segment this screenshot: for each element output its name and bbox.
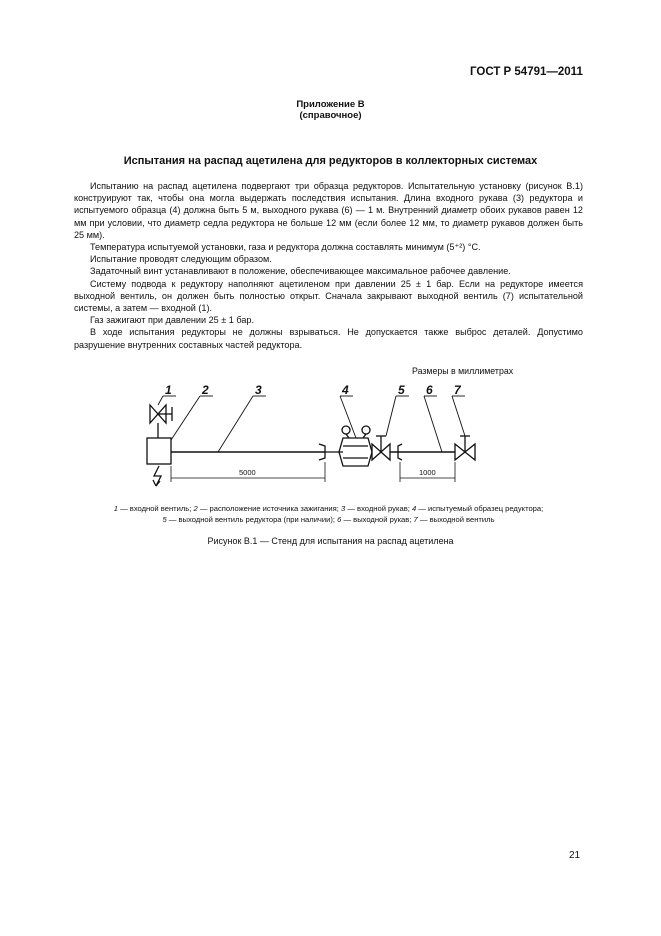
legend-text: — выходной вентиль xyxy=(417,515,495,524)
paragraph: Испытание проводят следующим образом. xyxy=(90,254,272,265)
callout-7: 7 xyxy=(454,383,461,397)
paragraph: Температура испытуемой установки, газа и редуктора должна составлять минимум (5⁺²) °С. xyxy=(90,242,481,253)
pressure-gauge-icon xyxy=(362,426,370,434)
dimension-outlet: 1000 xyxy=(419,468,436,477)
legend-num: 4 xyxy=(411,504,417,513)
paragraph: Испытанию на распад ацетилена подвергают три образца редукторов. Испытательную установку (рисунок В.1) конструируют так, чтобы она могла выдержать последствия испытания. Длина входного рукава (3) редуктора и испытуемого образца (4) должна быть 5 м, выходного рукава (6) — 1 м. Внутренний диаметр обоих рукавов равен 12 мм при условии, что диаметр седла редуктора не больше 12 мм (если более 12 мм, то диаметр рукавов должен быть 25 мм). xyxy=(74,181,583,240)
legend-line xyxy=(74,514,583,525)
paragraph: Задаточный винт устанавливают в положение, обеспечивающее максимальное рабочее давление. xyxy=(90,266,511,277)
legend-num: 7 xyxy=(413,515,418,524)
appendix-label: Приложение В xyxy=(296,99,365,110)
legend-text: — выходной вентиль редуктора (при наличии); xyxy=(166,515,338,524)
callout-4: 4 xyxy=(342,383,349,397)
figure-legend xyxy=(74,503,583,525)
pressure-gauge-icon xyxy=(342,426,350,434)
legend-line xyxy=(74,503,583,514)
legend-text: — расположение источника зажигания; xyxy=(197,504,341,513)
legend-num: 3 xyxy=(341,504,346,513)
standard-number: ГОСТ Р 54791—2011 xyxy=(470,66,583,78)
legend-text: — выходной рукав; xyxy=(341,515,414,524)
legend-num: 6 xyxy=(337,515,342,524)
legend-num: 2 xyxy=(193,504,198,513)
callout-2: 2 xyxy=(202,383,209,397)
callout-5: 5 xyxy=(398,383,405,397)
callout-1: 1 xyxy=(165,383,172,397)
reducer-under-test xyxy=(325,426,372,466)
paragraph: Систему подвода к редуктору наполняют ацетиленом при давлении 25 ± 1 бар. Если на редукторе имеется выходной вентиль, он должен быть полностью открыт. Сначала закрывают выходной вентиль (7) испытательной системы, а затем — входной (1). xyxy=(74,278,583,314)
legend-text: — испытуемый образец редуктора; xyxy=(416,504,544,513)
dimensions-note: Размеры в миллиметрах xyxy=(412,366,514,376)
legend-text: — входной рукав; xyxy=(345,504,412,513)
page-number: 21 xyxy=(569,850,581,861)
ignition-chamber xyxy=(147,438,171,464)
outlet-valve-symbol xyxy=(455,436,475,460)
appendix-type: (справочное) xyxy=(299,110,362,121)
callout-6: 6 xyxy=(426,383,433,397)
reducer-outlet-valve-symbol xyxy=(372,436,390,460)
paragraph: В ходе испытания редукторы не должны взрываться. Не допускается также выброс деталей. Допустимо разрушение внутренних составных частей редуктора. xyxy=(74,327,583,350)
section-title: Испытания на распад ацетилена для редукторов в коллекторных системах xyxy=(123,155,538,167)
figure-caption: Рисунок В.1 — Стенд для испытания на распад ацетилена xyxy=(207,536,454,546)
paragraph: Газ зажигают при давлении 25 ± 1 бар. xyxy=(90,315,254,326)
legend-num: 5 xyxy=(162,515,167,524)
legend-text: — входной вентиль; xyxy=(117,504,194,513)
callout-3: 3 xyxy=(255,383,262,397)
inlet-valve-symbol xyxy=(150,405,172,438)
dimension-inlet: 5000 xyxy=(239,468,256,477)
legend-num: 1 xyxy=(113,504,118,513)
